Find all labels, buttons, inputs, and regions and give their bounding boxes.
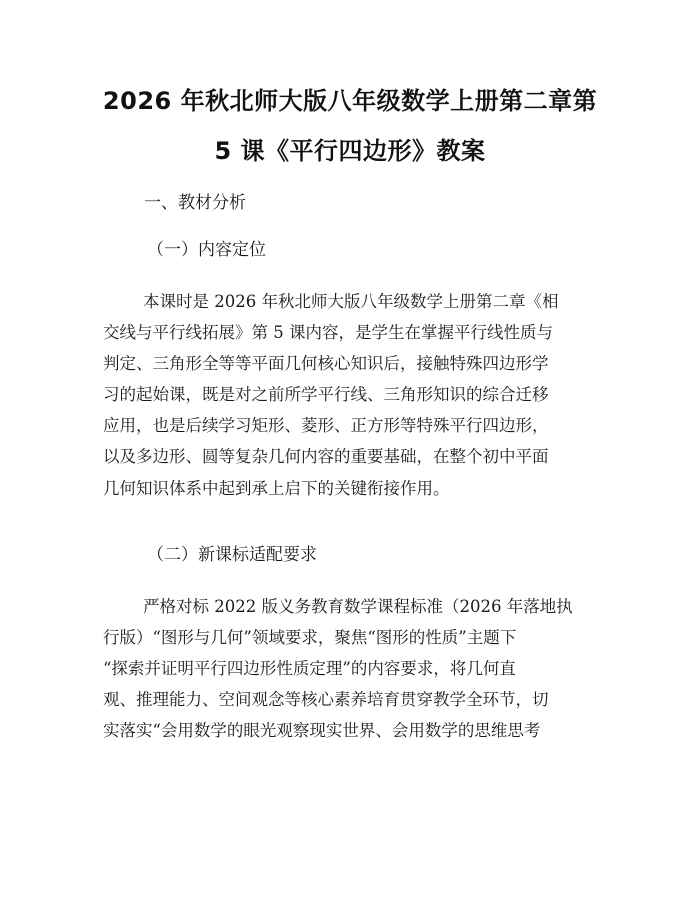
subsection-heading-content-positioning: （一）内容定位 [147, 240, 266, 260]
paragraph-line: 本课时是 2026 年秋北师大版八年级数学上册第二章《相 [143, 292, 559, 311]
paragraph-line: 行版）“图形与几何”领域要求，聚焦“图形的性质”主题下 [103, 628, 517, 647]
document-title-line-1: 2026 年秋北师大版八年级数学上册第二章第 [102, 87, 598, 115]
paragraph-line: 交线与平行线拓展》第 5 课内容，是学生在掌握平行线性质与 [103, 323, 553, 342]
paragraph-line: 严格对标 2022 版义务教育数学课程标准（2026 年落地执 [143, 597, 573, 616]
document-title-line-2: 5 课《平行四边形》教案 [214, 137, 486, 165]
section-heading-teaching-material-analysis: 一、教材分析 [144, 193, 246, 213]
paragraph-line: 应用，也是后续学习矩形、菱形、正方形等特殊平行四边形， [103, 416, 549, 435]
subsection-heading-curriculum-standard-requirements: （二）新课标适配要求 [147, 545, 317, 565]
paragraph-line: “探索并证明平行四边形性质定理”的内容要求，将几何直 [103, 659, 516, 678]
paragraph-line: 观、推理能力、空间观念等核心素养培育贯穿教学全环节，切 [103, 690, 549, 709]
paragraph-line: 习的起始课，既是对之前所学平行线、三角形知识的综合迁移 [103, 385, 549, 404]
paragraph-line: 判定、三角形全等等平面几何核心知识后，接触特殊四边形学 [103, 354, 549, 373]
paragraph-line: 实落实“会用数学的眼光观察现实世界、会用数学的思维思考 [103, 721, 541, 740]
paragraph-line: 以及多边形、圆等复杂几何内容的重要基础，在整个初中平面 [103, 447, 549, 466]
paragraph-line: 几何知识体系中起到承上启下的关键衔接作用。 [103, 479, 450, 498]
